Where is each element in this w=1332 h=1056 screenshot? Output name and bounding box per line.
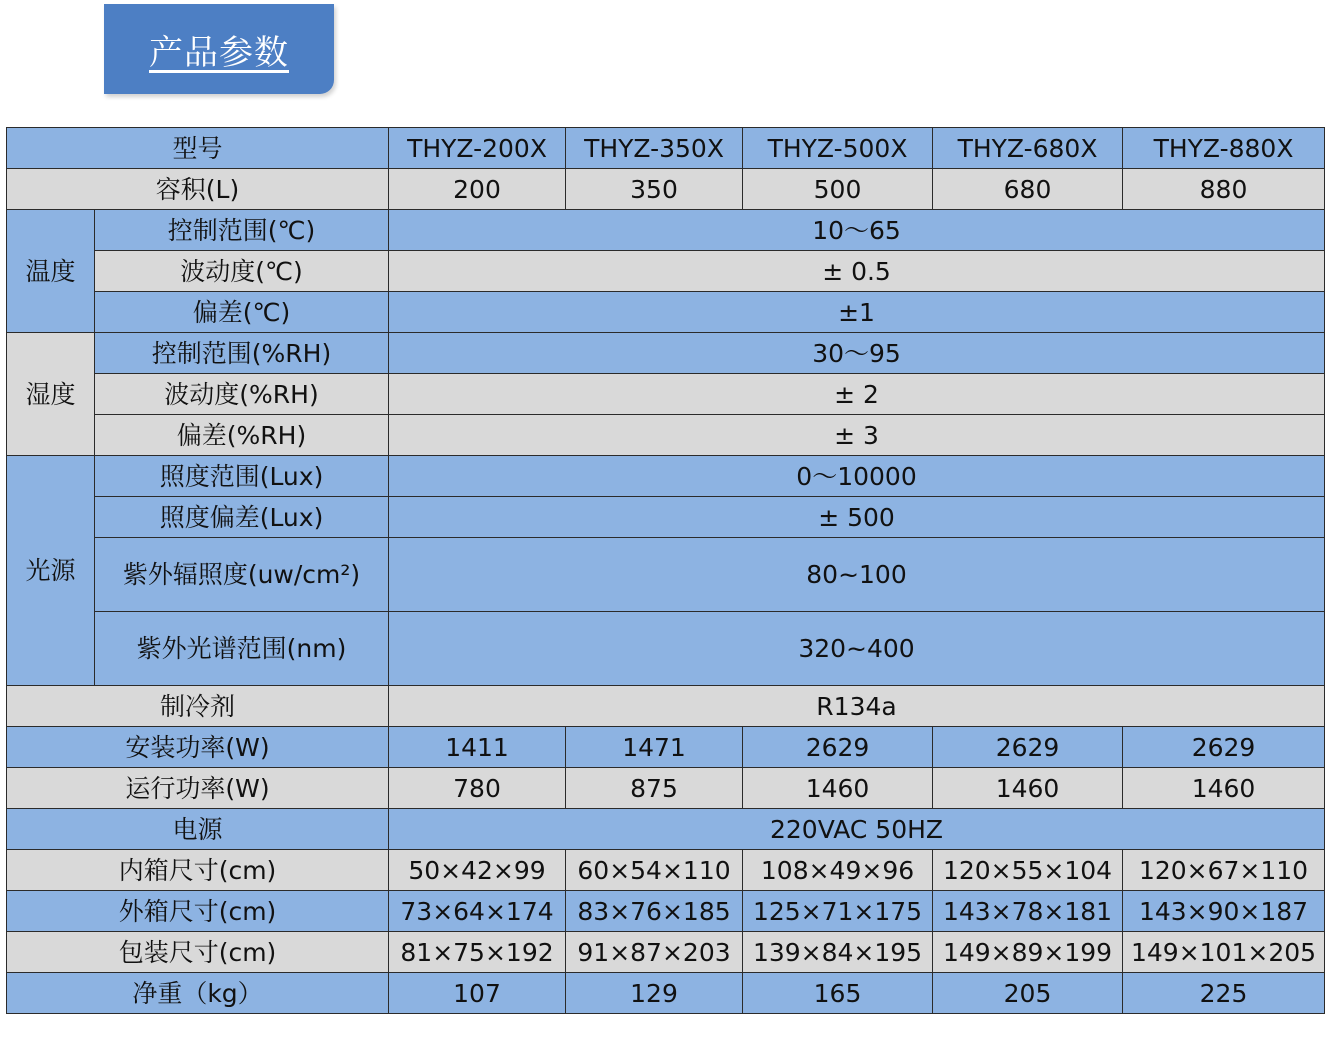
table-row-run-power [7, 768, 1325, 809]
value-cell: ± 2 [389, 374, 1325, 415]
value-cell: ±1 [389, 292, 1325, 333]
value-cell: 2629 [1123, 727, 1325, 768]
table-row-lux-deviation [7, 497, 1325, 538]
row-label: 净重（kg） [7, 973, 389, 1014]
value-cell: 500 [743, 169, 933, 210]
value-cell: 129 [566, 973, 743, 1014]
model-cell: THYZ-200X [389, 128, 566, 169]
value-cell: 81×75×192 [389, 932, 566, 973]
table-row-lux-range [7, 456, 1325, 497]
row-label: 紫外辐照度(uw/cm²) [95, 538, 389, 612]
value-cell: 125×71×175 [743, 891, 933, 932]
row-label: 包装尺寸(cm) [7, 932, 389, 973]
table-row-uv-irradiance [7, 538, 1325, 612]
model-cell: THYZ-680X [933, 128, 1123, 169]
table-row-capacity [7, 169, 1325, 210]
table-row-install-power [7, 727, 1325, 768]
table-row-package-size [7, 932, 1325, 973]
value-cell: 120×67×110 [1123, 850, 1325, 891]
value-cell: 80~100 [389, 538, 1325, 612]
row-label: 外箱尺寸(cm) [7, 891, 389, 932]
value-cell: 880 [1123, 169, 1325, 210]
value-cell: 780 [389, 768, 566, 809]
row-label: 照度范围(Lux) [95, 456, 389, 497]
table-row-uv-spectrum [7, 612, 1325, 686]
group-label-light: 光源 [7, 456, 95, 686]
row-label: 偏差(℃) [95, 292, 389, 333]
table-row-hum-deviation [7, 415, 1325, 456]
value-cell: ± 0.5 [389, 251, 1325, 292]
value-cell: ± 500 [389, 497, 1325, 538]
row-label: 控制范围(℃) [95, 210, 389, 251]
value-cell: 149×101×205 [1123, 932, 1325, 973]
table-row-refrigerant [7, 686, 1325, 727]
value-cell: 1460 [933, 768, 1123, 809]
value-cell: 91×87×203 [566, 932, 743, 973]
row-label: 安装功率(W) [7, 727, 389, 768]
row-label: 容积(L) [7, 169, 389, 210]
value-cell: 73×64×174 [389, 891, 566, 932]
row-label: 运行功率(W) [7, 768, 389, 809]
row-label: 制冷剂 [7, 686, 389, 727]
value-cell: ± 3 [389, 415, 1325, 456]
spec-table [6, 127, 1325, 1014]
value-cell: 2629 [743, 727, 933, 768]
value-cell: 2629 [933, 727, 1123, 768]
value-cell: 108×49×96 [743, 850, 933, 891]
table-row-net-weight [7, 973, 1325, 1014]
row-label: 控制范围(%RH) [95, 333, 389, 374]
value-cell: 1471 [566, 727, 743, 768]
table-row-temp-range [7, 210, 1325, 251]
model-cell: THYZ-500X [743, 128, 933, 169]
value-cell: 149×89×199 [933, 932, 1123, 973]
value-cell: 320~400 [389, 612, 1325, 686]
value-cell: 1411 [389, 727, 566, 768]
row-label: 照度偏差(Lux) [95, 497, 389, 538]
value-cell: 107 [389, 973, 566, 1014]
group-label-temperature: 温度 [7, 210, 95, 333]
table-row-temp-deviation [7, 292, 1325, 333]
row-label: 偏差(%RH) [95, 415, 389, 456]
table-row-outer-size [7, 891, 1325, 932]
section-title: 产品参数 [149, 32, 289, 73]
value-cell: 680 [933, 169, 1123, 210]
row-label: 电源 [7, 809, 389, 850]
value-cell: 225 [1123, 973, 1325, 1014]
value-cell: 120×55×104 [933, 850, 1123, 891]
value-cell: R134a [389, 686, 1325, 727]
value-cell: 0～10000 [389, 456, 1325, 497]
row-label: 型号 [7, 128, 389, 169]
value-cell: 220VAC 50HZ [389, 809, 1325, 850]
value-cell: 875 [566, 768, 743, 809]
value-cell: 200 [389, 169, 566, 210]
value-cell: 10～65 [389, 210, 1325, 251]
row-label: 内箱尺寸(cm) [7, 850, 389, 891]
value-cell: 83×76×185 [566, 891, 743, 932]
row-label: 紫外光谱范围(nm) [95, 612, 389, 686]
table-row-hum-fluctuation [7, 374, 1325, 415]
group-label-humidity: 湿度 [7, 333, 95, 456]
value-cell: 50×42×99 [389, 850, 566, 891]
value-cell: 350 [566, 169, 743, 210]
value-cell: 143×78×181 [933, 891, 1123, 932]
value-cell: 205 [933, 973, 1123, 1014]
value-cell: 60×54×110 [566, 850, 743, 891]
table-row-power-supply [7, 809, 1325, 850]
value-cell: 139×84×195 [743, 932, 933, 973]
row-label: 波动度(℃) [95, 251, 389, 292]
section-header-tab [104, 4, 334, 94]
row-label: 波动度(%RH) [95, 374, 389, 415]
table-row-inner-size [7, 850, 1325, 891]
value-cell: 1460 [1123, 768, 1325, 809]
value-cell: 30～95 [389, 333, 1325, 374]
table-row-model [7, 128, 1325, 169]
model-cell: THYZ-350X [566, 128, 743, 169]
table-row-hum-range [7, 333, 1325, 374]
table-row-temp-fluctuation [7, 251, 1325, 292]
value-cell: 165 [743, 973, 933, 1014]
value-cell: 143×90×187 [1123, 891, 1325, 932]
model-cell: THYZ-880X [1123, 128, 1325, 169]
value-cell: 1460 [743, 768, 933, 809]
